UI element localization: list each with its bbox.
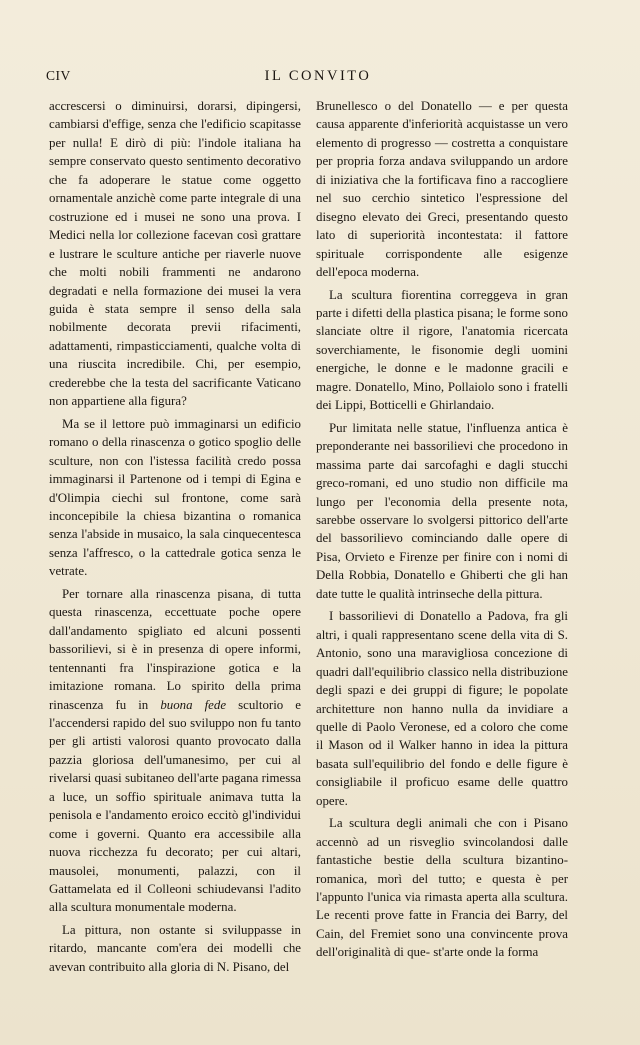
running-title: IL CONVITO bbox=[264, 68, 372, 84]
paragraph-text: scultorio e l'accendersi rapido del suo sviluppo non fu tanto per gli artisti valorosi quanto provocato dalla pazzia gloriosa dell'umanesimo, per cui al rivelarsi quasi subitaneo dell'arte pagana rimessa a luce, un soffio spirituale animava tutta la penisola e l'andamento eroico eccitò gl'individui come i governi. Quanto era accessibile alla nuova ricchezza fu decorato; per cui altari, mausolei, monumenti, palazzi, con il Gattamelata ed il Colleoni schiudevansi l'adito alla scultura monumentale moderna. bbox=[49, 697, 301, 915]
page-number: CIV bbox=[46, 68, 71, 83]
paragraph: I bassorilievi di Donatello a Padova, fra gli altri, i quali rappresentano scene della vita di S. Antonio, sono una maravigliosa concezione di quadri dall'equilibrio classico nella distribuzione degli spazi e dei gruppi di figure; le popolate architetture non hanno nulla da invidiare a quelle di Paolo Veronese, ed a coloro che come il Mason od il Walker hanno in idea la pittura basata sull'equilibrio del fondo e delle figure è consigliabile il proficuo esame delle quattro opere. bbox=[316, 609, 568, 808]
paragraph: Pur limitata nelle statue, l'influenza antica è preponderante nei bassorilievi che procedono in massima parte dai sarcofaghi e dagli stucchi greco-romani, ed uno studio non difficile ma lungo per l'economia della presente nota, sarebbe osservare lo svolgersi pittorico dell'arte del bassorilievo cominciando dalle opere di Pisa, Orvieto e Firenze per finire con i nomi di Della Robbia, Donatello e Ghiberti che gli han date tutte le qualità intrinseche della pittura. bbox=[316, 420, 568, 601]
text-columns bbox=[49, 97, 591, 974]
paragraph: La scultura degli animali che con i Pisano accennò ad un risveglio svincolandosi dalle fantastiche bestie della scultura bizantino-romanica, morì del tutto; e questa è per l'appunto l'unica via rimasta aperta alla scultura. Le recenti prove fatte in Francia dei Barry, del Cain, del Fremiet sono una convincente prova dell'originalità di que- st'arte onde la forma bbox=[316, 816, 568, 960]
page-header bbox=[46, 68, 590, 90]
paragraph: Ma se il lettore può immaginarsi un edificio romano o della rinascenza o gotico spoglio delle sculture, non con l'istessa facilità credo possa immaginarsi il Partenone od i tempi di Egina e d'Olimpia ciechi sul frontone, come sarà inconcepibile la chiesa bizantina o romanica senza l'abside in musaico, la sala cinquecentesca senza l'affresco, o la cattedrale gotica senza le vetrate. bbox=[49, 416, 301, 579]
right-column bbox=[316, 97, 568, 962]
paragraph: La scultura fiorentina correggeva in gran parte i difetti della plastica pisana; le forme sono slanciate oltre il rigore, l'anatomia ricercata soverchiamente, le fisonomie degli uomini energiche, le donne e le madonne gracili e magre. Donatello, Mino, Pollaiolo sono i fratelli dei Lippi, Botticelli e Ghirlandaio. bbox=[316, 287, 568, 413]
paragraph-text: Per tornare alla rinascenza pisana, di tutta questa rinascenza, eccettuate poche opere dall'andamento spigliato ed alcuni possenti bassorilievi, si è in presenza di opere informi, tentennanti fra l'inspirazione gotica e la imitazione romana. Lo spirito della prima rinascenza fu in bbox=[49, 586, 301, 712]
paragraph bbox=[49, 585, 301, 917]
left-column bbox=[49, 97, 301, 976]
paragraph: accrescersi o diminuirsi, dorarsi, dipingersi, cambiarsi d'effige, senza che l'edificio scapitasse per nulla! E dirò di più: l'indole italiana ha sempre conservato questo sentimento decorativo che fa adoperare le statue come oggetto ornamentale anzichè come parte integrale di una costruzione ed i musei ne sono una prova. I Medici nella lor collezione facevan così grattare e lustrare le sculture antiche per riaverle nuove che molti nobili frammenti ne andarono degradati e nella formazione dei musei la vera guida è stata sempre il senso della sala nobilmente decorata previi rifacimenti, adattamenti, rimpasticciamenti, qualche volta di una riuscita incredibile. Chi, per esempio, crederebbe che la testa del sacrificante Vaticano non appartiene alla figura? bbox=[49, 99, 301, 409]
paragraph: Brunellesco o del Donatello — e per questa causa apparente d'inferiorità acquistasse un vero elemento di progresso — costretta a conquistare per propria forza andava sviluppando un ardore di iniziativa che la fortificava fino a raccogliere nel suo cerchio sintetico l'espressione del disegno elevato dei Greci, presentando questo lato di superiorità incontestata: il fattore spirituale corrispondente alle esigenze dell'epoca moderna. bbox=[316, 99, 568, 280]
paragraph: La pittura, non ostante si sviluppasse in ritardo, mancante com'era dei modelli che avevan contribuito alla gloria di N. Pisano, del bbox=[49, 922, 301, 974]
emphasized-text: buona fede bbox=[160, 697, 227, 712]
